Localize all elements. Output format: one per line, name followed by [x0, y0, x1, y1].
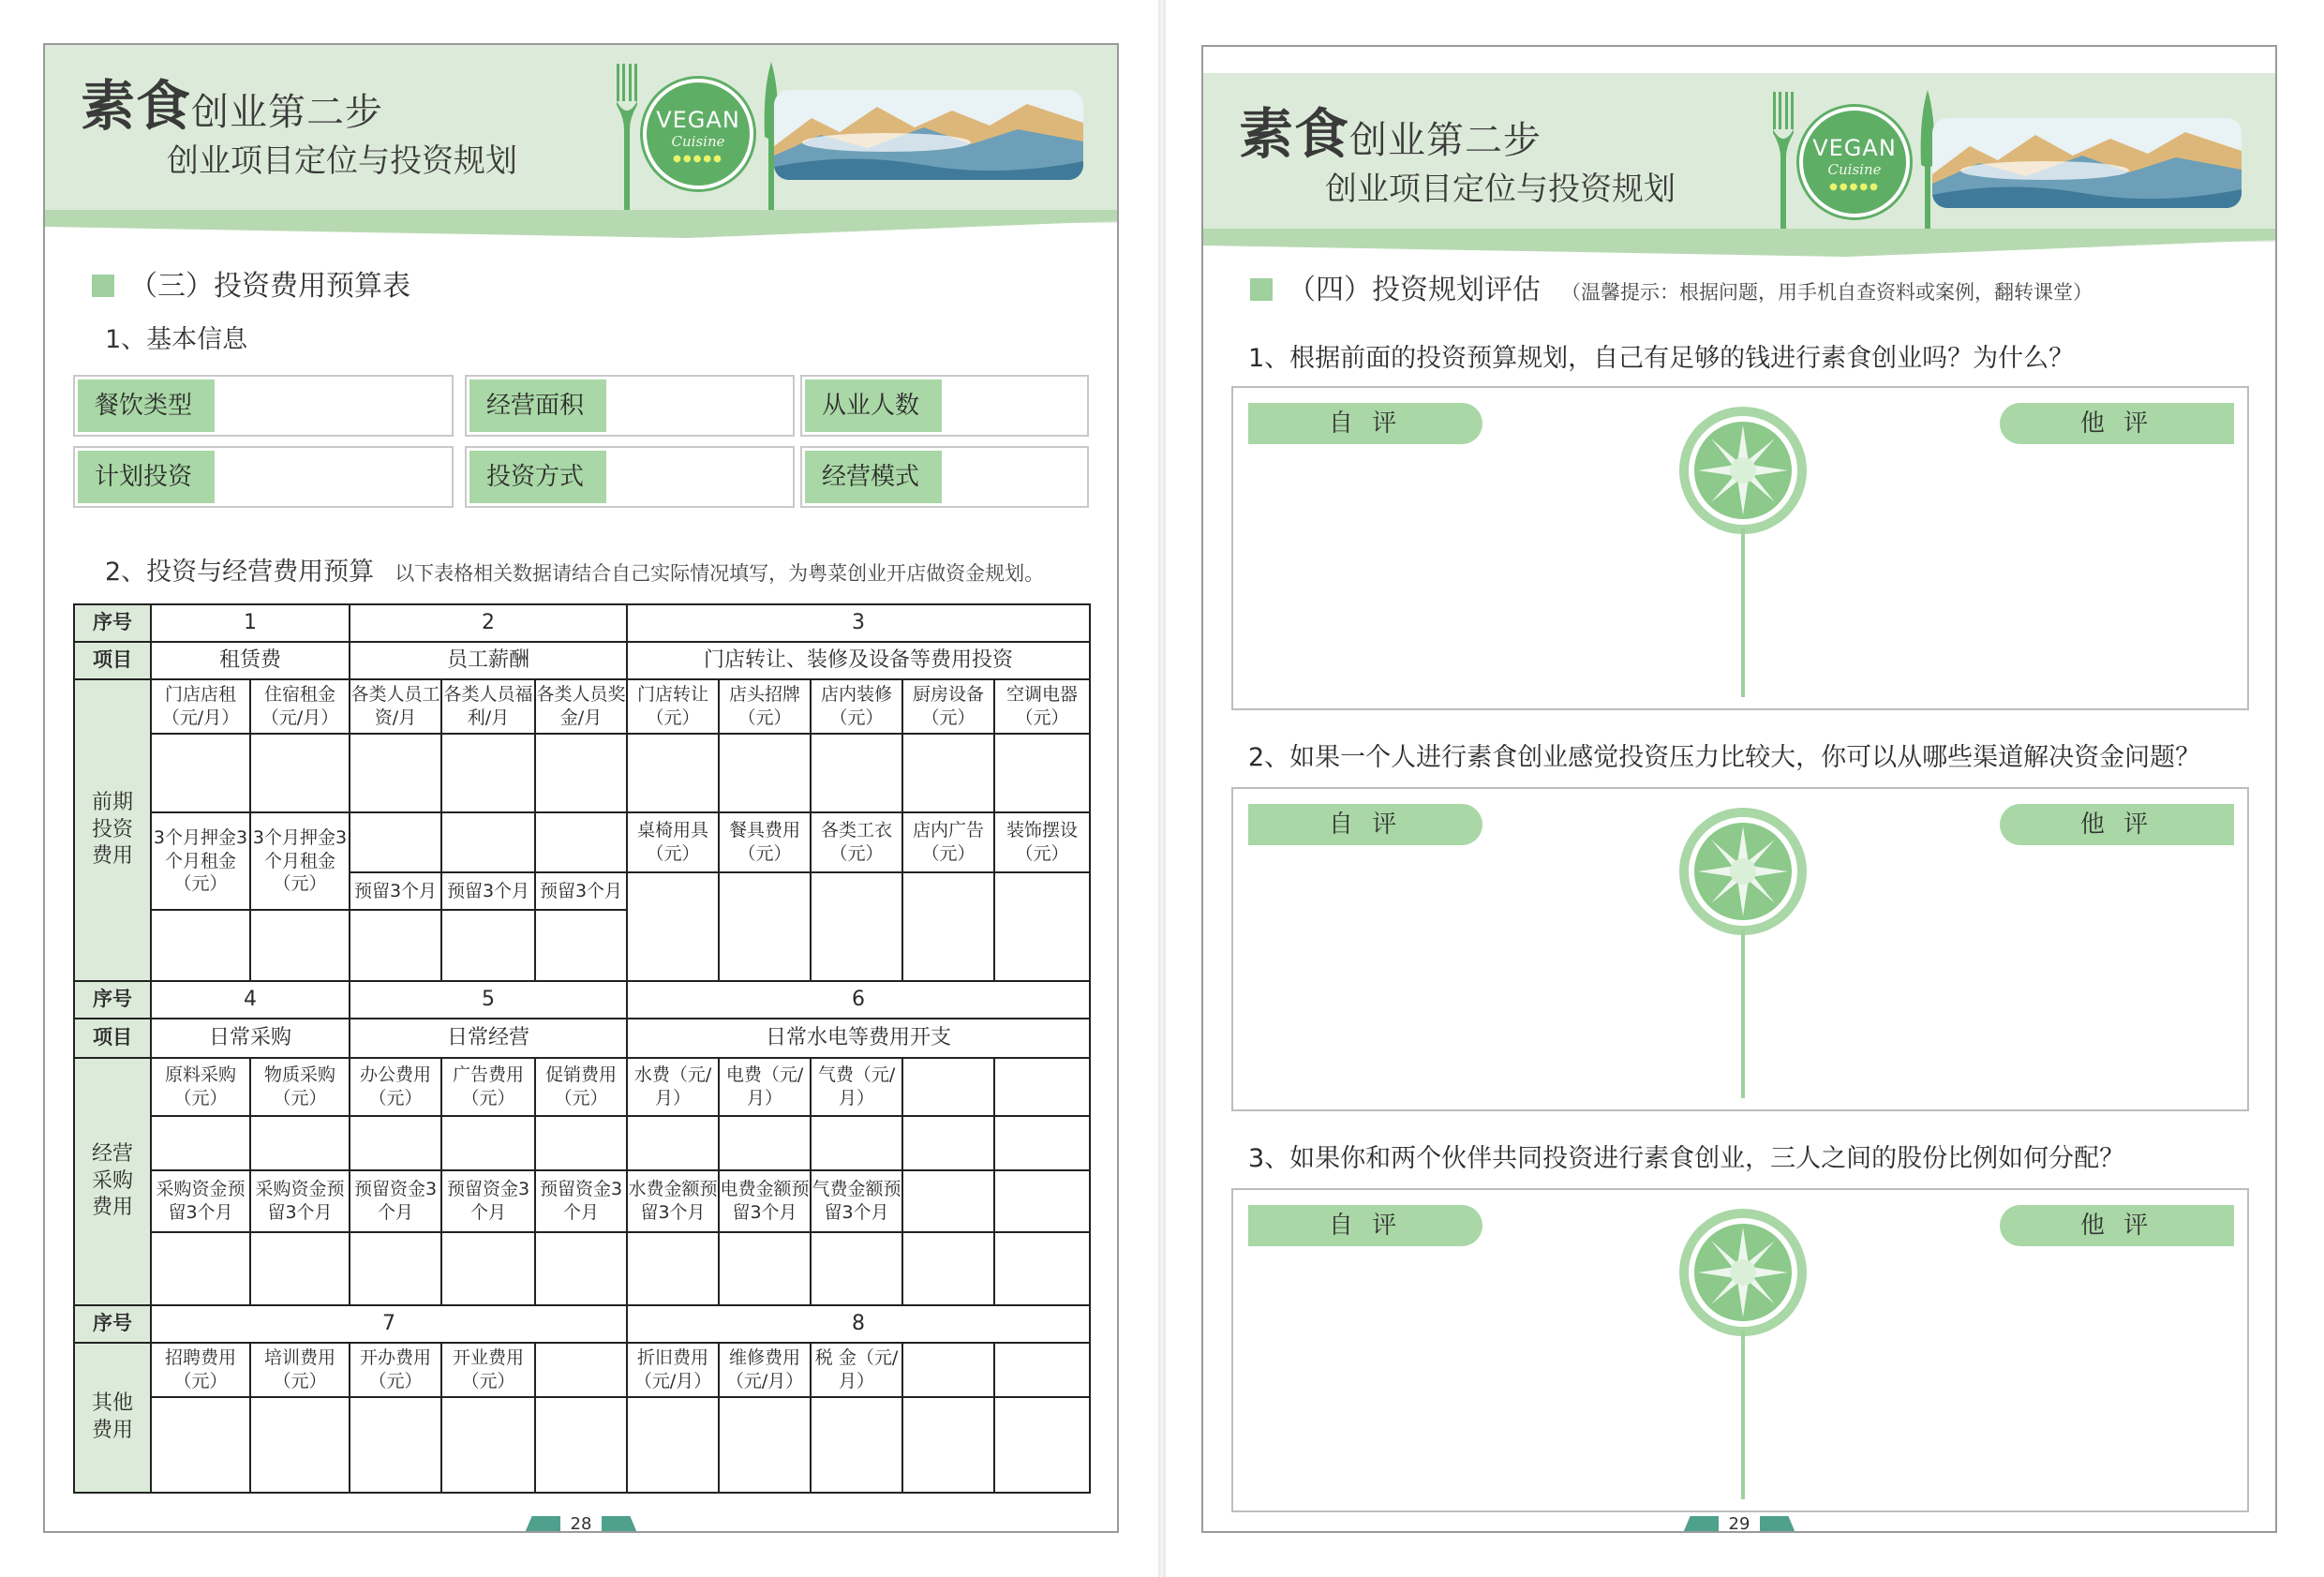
seq-cell: 2: [350, 604, 627, 642]
header-cell: 各类工衣（元）: [811, 812, 902, 872]
evaluation-box-3[interactable]: [1231, 1188, 2249, 1512]
section-bullet-icon: [92, 275, 114, 297]
input-cell[interactable]: [350, 734, 441, 812]
seq-label: 序号: [74, 1305, 151, 1343]
input-cell[interactable]: [350, 1232, 441, 1305]
section-tip: （温馨提示：根据问题，用手机自查资料或案例，翻转课堂）: [1561, 281, 2093, 304]
seq-cell: 7: [151, 1305, 627, 1343]
header-cell: 店内装修（元）: [811, 679, 902, 734]
section-bullet-icon: [1250, 278, 1273, 301]
input-cell[interactable]: [151, 910, 250, 981]
table-row: [74, 734, 1090, 812]
header-cell: 3个月押金3个月租金（元）: [151, 812, 250, 910]
flower-stem: [1741, 1331, 1745, 1499]
input-cell[interactable]: [902, 734, 994, 812]
header-cell: 原料采购（元）: [151, 1058, 250, 1116]
table-row: [74, 1170, 1090, 1232]
table-row: [74, 1019, 1090, 1058]
table-row: [74, 1116, 1090, 1170]
input-cell[interactable]: [719, 1116, 811, 1170]
header-cell: 采购资金预留3个月: [250, 1170, 350, 1232]
input-cell[interactable]: [811, 734, 902, 812]
input-cell[interactable]: [151, 734, 250, 812]
header-cell: 门店转让（元）: [627, 679, 719, 734]
input-cell[interactable]: [350, 1116, 441, 1170]
item-label: 项目: [74, 642, 151, 679]
seq-cell: 3: [627, 604, 1090, 642]
table-row: [74, 1397, 1090, 1493]
info-field-cuisine-type[interactable]: 餐饮类型: [73, 375, 454, 437]
info-field-investment-method[interactable]: 投资方式: [465, 446, 795, 508]
item-cell: 日常采购: [151, 1019, 350, 1058]
input-cell[interactable]: [719, 734, 811, 812]
header-title: 素食创业第二步: [81, 74, 384, 138]
seq-label: 序号: [74, 981, 151, 1019]
input-cell[interactable]: [719, 872, 811, 981]
peer-eval-label: 他 评: [2000, 403, 2234, 444]
fork-icon: [615, 64, 639, 214]
flower-icon: [1677, 1207, 1809, 1338]
table-row: [74, 1343, 1090, 1397]
basic-info-heading: 1、基本信息: [105, 325, 248, 354]
self-eval-label: 自 评: [1248, 403, 1482, 444]
question-2: 2、如果一个人进行素食创业感觉投资压力比较大，你可以从哪些渠道解决资金问题？: [1248, 743, 2201, 772]
input-cell[interactable]: [250, 1116, 350, 1170]
header-cell: 开业费用（元）: [441, 1343, 535, 1397]
seq-cell: 5: [350, 981, 627, 1019]
fork-icon: [1771, 92, 1795, 242]
header-cell: 电费（元/月）: [719, 1058, 811, 1116]
input-cell[interactable]: [811, 1116, 902, 1170]
input-cell[interactable]: [441, 1232, 535, 1305]
item-label: 项目: [74, 1019, 151, 1058]
table-row: [74, 812, 1090, 872]
header-cell: 培训费用（元）: [250, 1343, 350, 1397]
header-cell: 店头招牌（元）: [719, 679, 811, 734]
header-cell: 水费金额预留3个月: [627, 1170, 719, 1232]
item-cell: 门店转让、装修及设备等费用投资: [627, 642, 1090, 679]
table-row: [74, 1232, 1090, 1305]
flower-icon: [1677, 405, 1809, 536]
table-row: [74, 642, 1090, 679]
item-cell: 日常水电等费用开支: [627, 1019, 1090, 1058]
header-cell: 电费金额预留3个月: [719, 1170, 811, 1232]
header-cell: 办公费用（元）: [350, 1058, 441, 1116]
input-cell[interactable]: [902, 1343, 994, 1397]
input-cell[interactable]: [994, 1343, 1090, 1397]
header-cell: 预留资金3个月: [535, 1170, 627, 1232]
header-cell: 广告费用（元）: [441, 1058, 535, 1116]
input-cell[interactable]: [902, 872, 994, 981]
input-cell[interactable]: [535, 1397, 627, 1493]
header-cell: 预留3个月: [441, 872, 535, 910]
header-cell: 采购资金预留3个月: [151, 1170, 250, 1232]
header-cell: 折旧费用（元/月）: [627, 1343, 719, 1397]
table-row: [74, 1305, 1090, 1343]
input-cell[interactable]: [627, 872, 719, 981]
header-cell: 税 金（元/月）: [811, 1343, 902, 1397]
header-cell: 各类人员奖金/月: [535, 679, 627, 734]
header-green-band: [45, 210, 1117, 238]
self-eval-label: 自 评: [1248, 1205, 1482, 1246]
peer-eval-label: 他 评: [2000, 1205, 2234, 1246]
page-28: [43, 43, 1119, 1533]
header-cell: 各类人员工资/月: [350, 679, 441, 734]
header-cell: 各类人员福利/月: [441, 679, 535, 734]
info-field-business-model[interactable]: 经营模式: [800, 446, 1089, 508]
input-cell[interactable]: [902, 1232, 994, 1305]
input-cell[interactable]: [627, 1232, 719, 1305]
input-cell[interactable]: [441, 734, 535, 812]
header-cell: 厨房设备（元）: [902, 679, 994, 734]
budget-note: 以下表格相关数据请结合自己实际情况填写，为粤菜创业开店做资金规划。: [395, 562, 1045, 585]
table-row: [74, 604, 1090, 642]
input-cell[interactable]: [441, 1397, 535, 1493]
header-subtitle: 创业项目定位与投资规划: [167, 142, 517, 180]
row-label-other: 其他费用: [74, 1343, 151, 1493]
header-cell: 桌椅用具（元）: [627, 812, 719, 872]
table-row: [74, 679, 1090, 734]
header-cell: 门店店租（元/月）: [151, 679, 250, 734]
header-cell: 维修费用（元/月）: [719, 1343, 811, 1397]
question-3: 3、如果你和两个伙伴共同投资进行素食创业，三人之间的股份比例如何分配？: [1248, 1144, 2125, 1173]
header-cell: 预留3个月: [350, 872, 441, 910]
input-cell[interactable]: [535, 910, 627, 981]
item-cell: 员工薪酬: [350, 642, 627, 679]
self-eval-label: 自 评: [1248, 804, 1482, 845]
evaluation-box-1[interactable]: [1231, 386, 2249, 710]
header-cell: 3个月押金3个月租金（元）: [250, 812, 350, 910]
flower-stem: [1741, 528, 1745, 697]
page-header-banner: [45, 45, 1117, 223]
input-cell[interactable]: [441, 812, 535, 872]
seq-cell: 8: [627, 1305, 1090, 1343]
input-cell[interactable]: [627, 734, 719, 812]
input-cell[interactable]: [994, 1397, 1090, 1493]
info-field-staff-count[interactable]: 从业人数: [800, 375, 1089, 437]
item-cell: 日常经营: [350, 1019, 627, 1058]
input-cell[interactable]: [535, 1232, 627, 1305]
header-cell: 餐具费用（元）: [719, 812, 811, 872]
header-cell: 水费（元/月）: [627, 1058, 719, 1116]
peer-eval-label: 他 评: [2000, 804, 2234, 845]
header-subtitle: 创业项目定位与投资规划: [1325, 171, 1676, 208]
header-title: 素食创业第二步: [1239, 102, 1542, 166]
input-cell[interactable]: [902, 1058, 994, 1116]
input-cell[interactable]: [994, 734, 1090, 812]
input-cell[interactable]: [350, 910, 441, 981]
input-cell[interactable]: [350, 1397, 441, 1493]
row-label-preinvestment: 前期投资费用: [74, 679, 151, 981]
header-cell: 气费（元/月）: [811, 1058, 902, 1116]
input-cell[interactable]: [994, 1058, 1090, 1116]
mountain-landscape-image: [774, 90, 1083, 180]
input-cell[interactable]: [535, 1116, 627, 1170]
header-cell: 预留3个月: [535, 872, 627, 910]
row-label-operating: 经营采购费用: [74, 1058, 151, 1305]
input-cell[interactable]: [627, 1116, 719, 1170]
input-cell[interactable]: [994, 872, 1090, 981]
header-cell: 预留资金3个月: [350, 1170, 441, 1232]
page-29: [1201, 45, 2277, 1533]
input-cell[interactable]: [250, 1232, 350, 1305]
info-field-business-area[interactable]: 经营面积: [465, 375, 795, 437]
page-number: 29: [1683, 1512, 1795, 1533]
input-cell[interactable]: [627, 1397, 719, 1493]
seq-cell: 1: [151, 604, 350, 642]
header-cell: 住宿租金（元/月）: [250, 679, 350, 734]
header-cell: 物质采购（元）: [250, 1058, 350, 1116]
header-cell: 装饰摆设（元）: [994, 812, 1090, 872]
input-cell[interactable]: [151, 1116, 250, 1170]
seq-cell: 6: [627, 981, 1090, 1019]
header-cell: 开办费用（元）: [350, 1343, 441, 1397]
page-number: 28: [525, 1512, 637, 1533]
mountain-landscape-image: [1932, 118, 2242, 208]
section-title: （四）投资规划评估 （温馨提示：根据问题，用手机自查资料或案例，翻转课堂）: [1250, 266, 2093, 307]
flower-icon: [1677, 806, 1809, 937]
input-cell[interactable]: [811, 872, 902, 981]
input-cell[interactable]: [535, 812, 627, 872]
input-cell[interactable]: [350, 812, 441, 872]
header-cell: 预留资金3个月: [441, 1170, 535, 1232]
input-cell[interactable]: [441, 910, 535, 981]
section-title: （三）投资费用预算表: [92, 262, 410, 304]
vegan-logo: VEGAN Cuisine ●●●●●: [643, 79, 753, 189]
header-cell: 招聘费用（元）: [151, 1343, 250, 1397]
table-row: [74, 981, 1090, 1019]
header-cell: 气费金额预留3个月: [811, 1170, 902, 1232]
info-field-planned-investment[interactable]: 计划投资: [73, 446, 454, 508]
input-cell[interactable]: [902, 1170, 994, 1232]
input-cell[interactable]: [151, 1232, 250, 1305]
header-cell: 促销费用（元）: [535, 1058, 627, 1116]
input-cell[interactable]: [535, 1343, 627, 1397]
input-cell[interactable]: [994, 1116, 1090, 1170]
input-cell[interactable]: [250, 734, 350, 812]
header-cell: 店内广告（元）: [902, 812, 994, 872]
input-cell[interactable]: [535, 734, 627, 812]
evaluation-box-2[interactable]: [1231, 787, 2249, 1111]
table-row: [74, 1058, 1090, 1116]
budget-heading: 2、投资与经营费用预算 以下表格相关数据请结合自己实际情况填写，为粤菜创业开店做资金规划。: [105, 558, 1045, 587]
header-cell: 空调电器（元）: [994, 679, 1090, 734]
input-cell[interactable]: [994, 1232, 1090, 1305]
vegan-logo: VEGAN Cuisine ●●●●●: [1799, 107, 1910, 217]
item-cell: 租赁费: [151, 642, 350, 679]
input-cell[interactable]: [902, 1116, 994, 1170]
header-green-band: [1203, 229, 2275, 257]
question-1: 1、根据前面的投资预算规划，自己有足够的钱进行素食创业吗？为什么？: [1248, 344, 2075, 373]
input-cell[interactable]: [902, 1397, 994, 1493]
input-cell[interactable]: [811, 1397, 902, 1493]
input-cell[interactable]: [250, 910, 350, 981]
seq-cell: 4: [151, 981, 350, 1019]
budget-table: [73, 603, 1091, 1494]
input-cell[interactable]: [441, 1116, 535, 1170]
input-cell[interactable]: [719, 1232, 811, 1305]
input-cell[interactable]: [250, 1397, 350, 1493]
input-cell[interactable]: [151, 1397, 250, 1493]
input-cell[interactable]: [994, 1170, 1090, 1232]
input-cell[interactable]: [811, 1232, 902, 1305]
flower-stem: [1741, 930, 1745, 1098]
input-cell[interactable]: [719, 1397, 811, 1493]
seq-label: 序号: [74, 604, 151, 642]
book-gutter: [1158, 0, 1166, 1577]
page-header-banner: [1203, 73, 2275, 242]
